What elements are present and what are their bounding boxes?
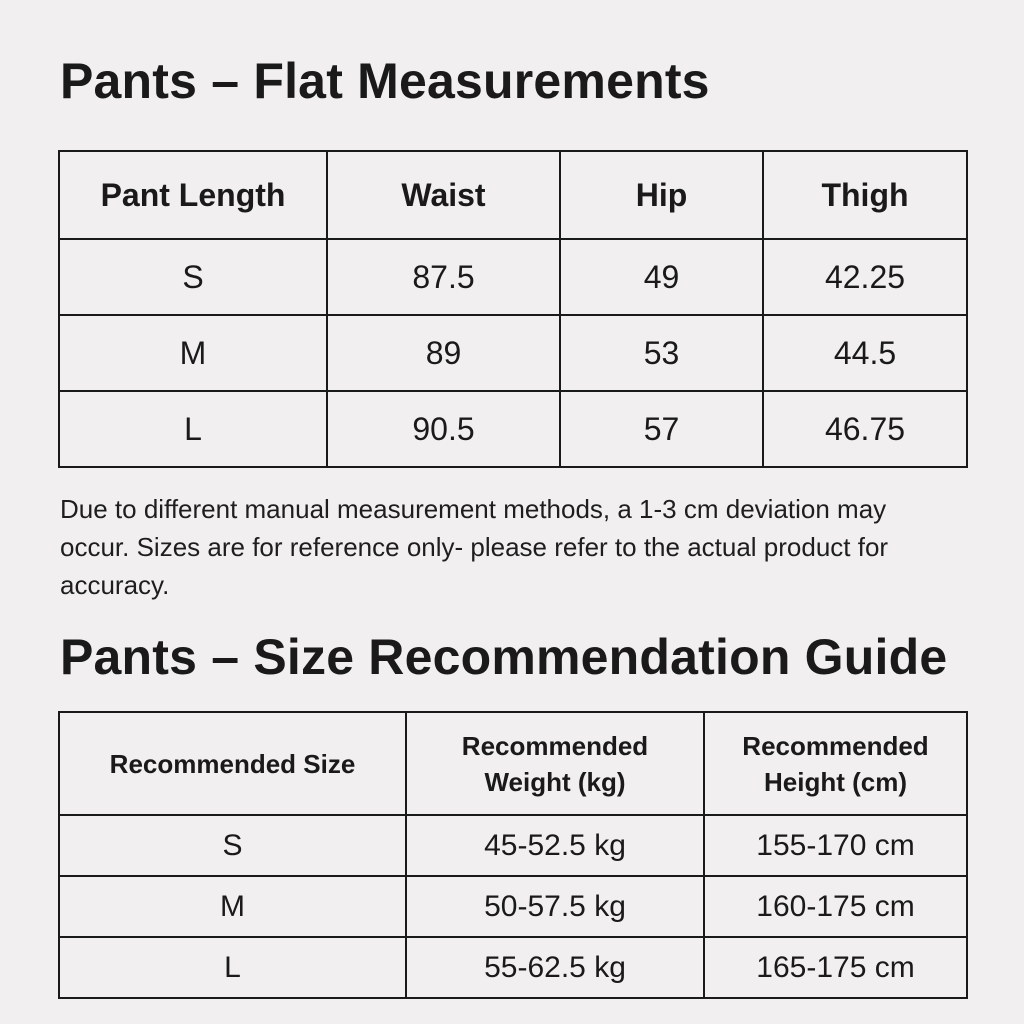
cell-hip: 53 (560, 315, 763, 391)
table-row (59, 391, 967, 467)
cell-weight: 50-57.5 kg (406, 876, 704, 937)
cell-height: 155-170 cm (704, 815, 967, 876)
cell-thigh: 44.5 (763, 315, 967, 391)
measurement-note: Due to different manual measurement methods, a 1-3 cm deviation may occur. Sizes are for reference only- please refer to the actual product for accuracy. (60, 494, 889, 600)
cell-hip: 57 (560, 391, 763, 467)
cell-size: M (59, 315, 327, 391)
table-row (59, 315, 967, 391)
cell-thigh: 42.25 (763, 239, 967, 315)
cell-size: M (59, 876, 406, 937)
size-recommendation-table (58, 711, 968, 999)
header-recommended-weight: Recommended Weight (kg) (406, 712, 704, 815)
table-row (59, 876, 967, 937)
cell-waist: 89 (327, 315, 560, 391)
cell-thigh: 46.75 (763, 391, 967, 467)
cell-hip: 49 (560, 239, 763, 315)
header-waist: Waist (327, 151, 560, 239)
cell-size: S (59, 815, 406, 876)
cell-waist: 87.5 (327, 239, 560, 315)
header-hip: Hip (560, 151, 763, 239)
table-header-row (59, 151, 967, 239)
flat-measurements-table (58, 150, 968, 468)
header-pant-length: Pant Length (59, 151, 327, 239)
cell-size: L (59, 937, 406, 998)
header-recommended-size: Recommended Size (59, 712, 406, 815)
flat-measurements-title: Pants – Flat Measurements (60, 53, 710, 109)
cell-waist: 90.5 (327, 391, 560, 467)
header-recommended-height: Recommended Height (cm) (704, 712, 967, 815)
header-thigh: Thigh (763, 151, 967, 239)
size-guide-title: Pants – Size Recommendation Guide (60, 629, 948, 685)
table-row (59, 937, 967, 998)
cell-size: S (59, 239, 327, 315)
table-header-row (59, 712, 967, 815)
cell-height: 165-175 cm (704, 937, 967, 998)
table-row (59, 239, 967, 315)
cell-size: L (59, 391, 327, 467)
cell-height: 160-175 cm (704, 876, 967, 937)
cell-weight: 45-52.5 kg (406, 815, 704, 876)
cell-weight: 55-62.5 kg (406, 937, 704, 998)
table-row (59, 815, 967, 876)
